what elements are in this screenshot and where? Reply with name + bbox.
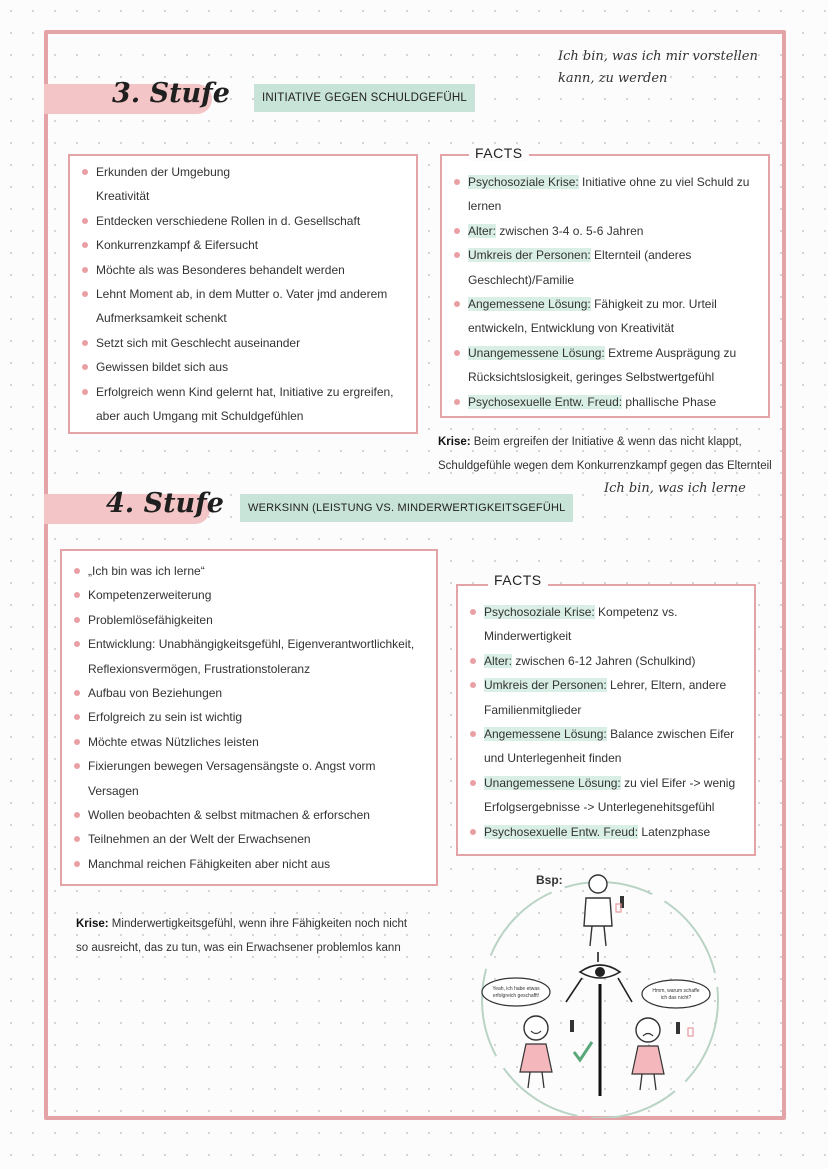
fact-item [464,795,748,819]
list-item: Gewissen bildet sich aus [76,355,410,379]
stufe4-tag: WERKSINN (LEISTUNG VS. MINDERWERTIGKEITSGEFÜHL [240,494,573,522]
fact-item [448,390,762,414]
fact-text: zu viel Eifer -> wenig [620,775,736,790]
fact-text: Geschlecht)/Familie [468,272,575,287]
fact-text: Extreme Ausprägung zu [604,345,737,360]
fact-text: Elternteil (anderes [590,248,692,263]
list-item: Problemlösefähigkeiten [68,608,430,632]
fact-text: lernen [468,199,502,214]
list-item: Erkunden der Umgebung [76,160,410,184]
fact-item [464,624,748,648]
list-item: Lehnt Moment ab, in dem Mutter o. Vater jmd anderem [76,282,410,306]
happy-child-icon [520,1016,574,1088]
list-item: Versagen [88,783,139,798]
fact-text: Rücksichtslosigkeit, geringes Selbstwertgefühl [468,370,715,385]
fact-item [448,268,762,292]
fact-text: Familienmitglieder [484,702,582,717]
list-item: Kompetenzerweiterung [68,583,430,607]
fact-item [464,698,748,722]
arrow-left-line [566,978,582,1002]
adult-figure-icon [584,875,624,946]
fact-key: Alter: [484,653,513,668]
fact-item [464,820,748,844]
quote-top-line-2: kann, zu werden [558,71,668,86]
check-icon [574,1042,592,1060]
sad-child-icon [632,1018,693,1090]
fact-key: Umkreis der Personen: [484,678,607,693]
fact-text: zwischen 3-4 o. 5-6 Jahren [496,223,644,238]
fact-item [448,341,762,365]
list-item: aber auch Umgang mit Schuldgefühlen [96,409,304,424]
stufe3-facts-list [448,170,762,414]
fact-key: Psychosexuelle Entw. Freud: [468,394,623,409]
list-item: Aufmerksamkeit schenkt [96,311,227,326]
list-item: Erfolgreich zu sein ist wichtig [68,705,430,729]
stufe4-facts-list [464,600,748,844]
fact-text: Balance zwischen Eifer [606,727,735,742]
illustration-label: Bsp: [536,873,563,887]
list-item: Möchte etwas Nützliches leisten [68,730,430,754]
fact-item [448,219,762,243]
fact-text: Lehrer, Eltern, andere [606,678,727,693]
fact-text: phallische Phase [622,394,717,409]
fact-item [464,649,748,673]
fact-item [448,365,762,389]
stufe4-characteristics-box [60,549,438,886]
fact-key: Psychosoziale Krise: [484,605,595,619]
stufe4-facts-box [456,584,756,856]
fact-text: Fähigkeit zu mor. Urteil [590,297,717,312]
list-item: Manchmal reichen Fähigkeiten aber nicht aus [68,852,430,876]
list-item: Kreativität [96,189,150,204]
speech-bubble-left [482,978,550,1006]
fact-item [448,243,762,267]
fact-item [464,673,748,697]
fact-key: Psychosexuelle Entw. Freud: [484,824,639,839]
fact-text: Latenzphase [638,824,711,839]
fact-key: Psychosoziale Krise: [468,175,579,189]
stufe4-krise [76,912,407,960]
fact-text: zwischen 6-12 Jahren (Schulkind) [512,653,696,668]
list-item: Möchte als was Besonderes behandelt werden [76,258,410,282]
fact-item [464,722,748,746]
list-item: „Ich bin was ich lerne“ [68,559,430,583]
list-item: Teilnehmen an der Welt der Erwachsenen [68,827,430,851]
fact-key: Unangemessene Lösung: [484,775,621,790]
fact-text: Kompetenz vs. [594,605,678,619]
fact-item [464,600,748,624]
fact-key: Umkreis der Personen: [468,248,591,263]
fact-text: Erfolgsergebnisse -> Unterlegenehitsgefühl [484,800,715,815]
fact-item [448,292,762,316]
stufe3-facts-box [440,154,770,418]
quote-top-line-1: Ich bin, was ich mir vorstellen [558,49,758,64]
stufe4-list [68,559,430,876]
eye-icon [580,965,620,978]
fact-text: entwickeln, Entwicklung von Kreativität [468,321,675,336]
list-item: Setzt sich mit Geschlecht auseinander [76,331,410,355]
fact-key: Unangemessene Lösung: [468,345,605,360]
quote-mid: Ich bin, was ich lerne [604,481,746,496]
arrow-right-line [618,978,632,1002]
fact-item [448,316,762,340]
stufe3-krise-line-2: Schuldgefühle wegen dem Konkurrenzkampf gegen das Elternteil [438,460,772,472]
fact-key: Angemessene Lösung: [468,297,591,312]
bubble-left-line-2: erfolgreich geschafft! [492,993,540,999]
list-item: Reflexionsvermögen, Frustrationstoleranz [88,661,311,676]
stufe3-krise [438,430,772,478]
stufe3-facts-title: FACTS [469,145,529,161]
stufe4-krise-label: Krise: [76,918,109,930]
bubble-right-line-1: Hmm, warum schaffe [652,988,700,994]
quote-top [558,46,758,90]
stufe3-list [76,160,410,428]
fact-text: Initiative ohne zu viel Schuld zu [578,175,750,189]
list-item: Erfolgreich wenn Kind gelernt hat, Initiative zu ergreifen, [76,380,410,404]
bubble-right-line-2: ich das nicht? [660,995,692,1001]
stufe4-facts-title: FACTS [488,572,548,588]
list-item: Entdecken verschiedene Rollen in d. Gesellschaft [76,209,410,233]
bubble-left-line-1: Yeah, ich habe etwas [492,986,540,992]
fact-item [464,746,748,770]
list-item: Konkurrenzkampf & Eifersucht [76,233,410,257]
stufe3-krise-label: Krise: [438,436,471,448]
stufe3-tag: INITIATIVE GEGEN SCHULDGEFÜHL [254,84,475,112]
speech-bubble-right [642,980,710,1008]
fact-key: Alter: [468,223,497,238]
list-item: Aufbau von Beziehungen [68,681,430,705]
fact-item [448,170,762,194]
fact-text: Minderwertigkeit [484,629,572,644]
stufe4-title: 4. Stufe [106,488,224,519]
stufe4-krise-line-1: Minderwertigkeitsgefühl, wenn ihre Fähigkeiten noch nicht [108,918,408,930]
fact-item [464,771,748,795]
list-item: Entwicklung: Unabhängigkeitsgefühl, Eigenverantwortlichkeit, [68,632,430,656]
illustration [470,868,770,1118]
fact-text: und Unterlegenheit finden [484,751,622,766]
list-item: Wollen beobachten & selbst mitmachen & erforschen [68,803,430,827]
stufe4-krise-line-2: so ausreicht, das zu tun, was ein Erwachsener problemlos kann [76,942,401,954]
stufe3-title: 3. Stufe [112,78,230,109]
stufe3-krise-line-1: Beim ergreifen der Initiative & wenn das nicht klappt, [470,436,742,448]
fact-item [448,194,762,218]
list-item: Fixierungen bewegen Versagensängste o. Angst vorm [68,754,430,778]
fact-key: Angemessene Lösung: [484,727,607,742]
stufe3-characteristics-box [68,154,418,434]
